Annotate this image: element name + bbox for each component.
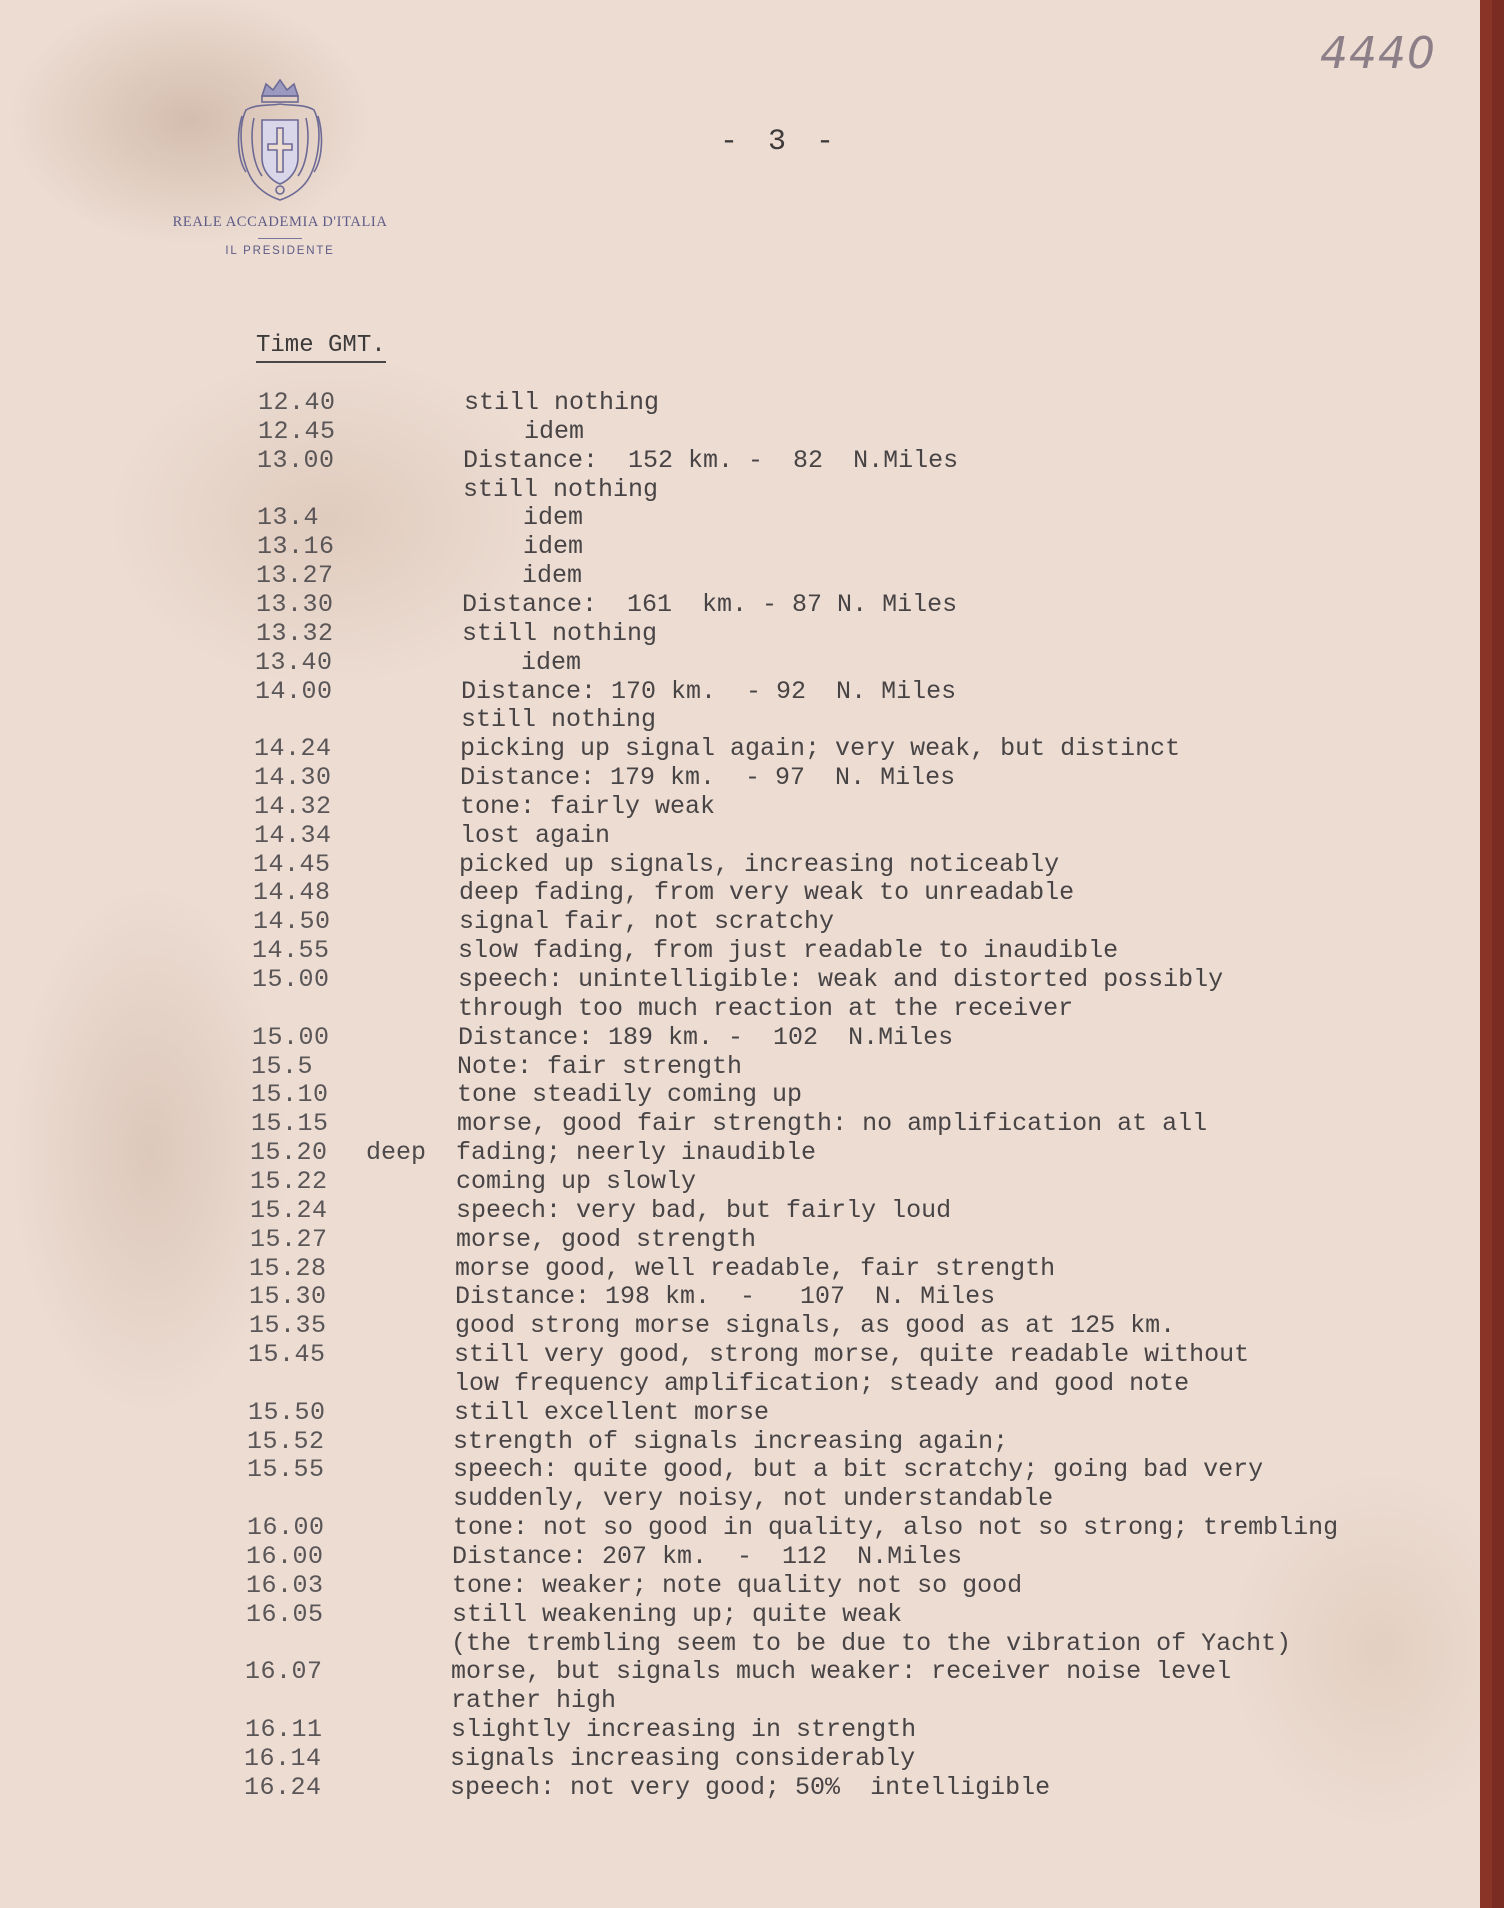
- entry-text: idem: [463, 532, 584, 561]
- entry-text: morse good, well readable, fair strength: [455, 1254, 1056, 1283]
- entry-time: 15.00: [252, 965, 330, 994]
- entry-text: tone steadily coming up: [457, 1080, 803, 1109]
- log-entry: [0, 503, 1480, 532]
- log-entry: [0, 1657, 1480, 1686]
- paper-edge: [1480, 0, 1492, 1908]
- log-entry: [0, 417, 1480, 446]
- entry-text: picked up signals, increasing noticeably: [459, 850, 1060, 879]
- column-header: Time GMT.: [256, 332, 386, 363]
- entry-text: still nothing: [461, 705, 657, 734]
- entry-text: idem: [464, 417, 585, 446]
- entry-text: Distance: 189 km. - 102 N.Miles: [458, 1023, 954, 1052]
- entry-time: 16.24: [244, 1773, 322, 1802]
- entry-text: strength of signals increasing again;: [453, 1427, 1009, 1456]
- entry-time: 13.27: [256, 561, 334, 590]
- log-entry: [0, 994, 1480, 1023]
- log-entry: [0, 1340, 1480, 1369]
- entry-time: 12.45: [258, 417, 336, 446]
- entry-text: slow fading, from just readable to inaudible: [458, 936, 1119, 965]
- entry-text: low frequency amplification; steady and good note: [454, 1369, 1190, 1398]
- entry-time: 15.28: [249, 1254, 327, 1283]
- entry-time: 15.5: [251, 1052, 314, 1081]
- log-entry: [0, 1167, 1480, 1196]
- log-entry: [0, 619, 1480, 648]
- entry-text: speech: unintelligible: weak and distorted possibly: [458, 965, 1224, 994]
- entry-text: still excellent morse: [454, 1398, 770, 1427]
- log-entry: [0, 590, 1480, 619]
- entry-time: 14.24: [254, 734, 332, 763]
- entry-time: 16.00: [246, 1542, 324, 1571]
- log-entry: [0, 1080, 1480, 1109]
- entry-text: still nothing: [464, 388, 660, 417]
- entry-time: 14.32: [254, 792, 332, 821]
- entry-text: Distance: 179 km. - 97 N. Miles: [460, 763, 956, 792]
- log-entry: [0, 1254, 1480, 1283]
- entry-time: 14.34: [254, 821, 332, 850]
- log-entry: [0, 936, 1480, 965]
- log-entry: [0, 1225, 1480, 1254]
- entry-time: 14.00: [255, 677, 333, 706]
- entry-time: 13.30: [256, 590, 334, 619]
- letterhead-divider: [258, 238, 302, 239]
- entry-text: idem: [462, 561, 583, 590]
- entry-time: 16.00: [247, 1513, 325, 1542]
- entry-text: still weakening up; quite weak: [452, 1600, 903, 1629]
- entry-time: 15.30: [249, 1282, 327, 1311]
- entry-time: 15.15: [251, 1109, 329, 1138]
- entry-text: still nothing: [462, 619, 658, 648]
- letterhead: [150, 76, 410, 257]
- entry-time: 15.00: [252, 1023, 330, 1052]
- entry-text: good strong morse signals, as good as at 125 km.: [455, 1311, 1176, 1340]
- page-number: - 3 -: [720, 125, 841, 159]
- log-entry: [0, 1427, 1480, 1456]
- log-entry: [0, 734, 1480, 763]
- entry-text: speech: very bad, but fairly loud: [456, 1196, 952, 1225]
- entry-time: 15.27: [250, 1225, 328, 1254]
- entry-text: tone: fairly weak: [460, 792, 716, 821]
- entry-text: fading; neerly inaudible: [456, 1138, 817, 1167]
- entry-time: 14.30: [254, 763, 332, 792]
- entry-text: picking up signal again; very weak, but distinct: [460, 734, 1181, 763]
- log-entry: [0, 1311, 1480, 1340]
- log-entry: [0, 1513, 1480, 1542]
- entry-time: 15.50: [248, 1398, 326, 1427]
- log-entry: [0, 965, 1480, 994]
- entry-prefix: deep: [366, 1138, 427, 1167]
- log-entry: [0, 388, 1480, 417]
- entry-text: signal fair, not scratchy: [459, 907, 835, 936]
- entry-time: 13.4: [257, 503, 320, 532]
- entry-time: 15.10: [251, 1080, 329, 1109]
- entry-time: 13.16: [257, 532, 335, 561]
- entry-text: morse, good fair strength: no amplification at all: [457, 1109, 1208, 1138]
- log-entry: [0, 1600, 1480, 1629]
- royal-crest-icon: [232, 76, 328, 206]
- entry-time: 14.50: [253, 907, 331, 936]
- entry-text: Distance: 170 km. - 92 N. Miles: [461, 677, 957, 706]
- entry-time: 15.52: [247, 1427, 325, 1456]
- entry-text: speech: not very good; 50% intelligible: [450, 1773, 1051, 1802]
- entry-text: morse, but signals much weaker: receiver noise level: [451, 1657, 1232, 1686]
- entry-time: 13.40: [255, 648, 333, 677]
- entry-text: still very good, strong morse, quite readable without: [454, 1340, 1250, 1369]
- entry-time: 16.03: [246, 1571, 324, 1600]
- institution-title: IL PRESIDENTE: [225, 245, 335, 257]
- log-entry: [0, 1052, 1480, 1081]
- log-entry: [0, 705, 1480, 734]
- log-entry: [0, 1369, 1480, 1398]
- log-entry: [0, 792, 1480, 821]
- entry-text: idem: [463, 503, 584, 532]
- entry-time: 14.48: [253, 878, 331, 907]
- log-entry: [0, 677, 1480, 706]
- entry-text: through too much reaction at the receiver: [458, 994, 1074, 1023]
- log-entry: [0, 1629, 1480, 1658]
- log-entry: [0, 907, 1480, 936]
- log-entry: [0, 1715, 1480, 1744]
- log-entry: [0, 1773, 1480, 1802]
- entry-text: lost again: [460, 821, 611, 850]
- log-entry: [0, 763, 1480, 792]
- entry-text: Distance: 207 km. - 112 N.Miles: [452, 1542, 963, 1571]
- entry-time: 16.07: [245, 1657, 323, 1686]
- log-entry: [0, 850, 1480, 879]
- entry-text: (the trembling seem to be due to the vibration of Yacht): [451, 1629, 1292, 1658]
- entry-text: signals increasing considerably: [450, 1744, 916, 1773]
- log-entry: [0, 1196, 1480, 1225]
- log-entry: [0, 1109, 1480, 1138]
- entry-text: deep fading, from very weak to unreadable: [459, 878, 1075, 907]
- log-entry: [0, 1744, 1480, 1773]
- entry-text: Distance: 161 km. - 87 N. Miles: [462, 590, 958, 619]
- entry-time: 15.35: [249, 1311, 327, 1340]
- entry-time: 13.00: [257, 446, 335, 475]
- manuscript-number: 4440: [1320, 28, 1436, 79]
- entry-time: 14.45: [253, 850, 331, 879]
- entry-text: coming up slowly: [456, 1167, 697, 1196]
- entry-time: 15.20: [250, 1138, 328, 1167]
- entry-text: idem: [461, 648, 582, 677]
- entry-text: slightly increasing in strength: [451, 1715, 917, 1744]
- entry-text: Distance: 152 km. - 82 N.Miles: [463, 446, 959, 475]
- log-entry: [0, 648, 1480, 677]
- entry-time: 16.11: [245, 1715, 323, 1744]
- log-entry: [0, 878, 1480, 907]
- entry-time: 15.55: [247, 1455, 325, 1484]
- log-entry: [0, 1571, 1480, 1600]
- log-entry: [0, 1455, 1480, 1484]
- entry-text: tone: not so good in quality, also not so strong; trembling: [453, 1513, 1339, 1542]
- entry-text: speech: quite good, but a bit scratchy; going bad very: [453, 1455, 1264, 1484]
- entry-time: 15.24: [250, 1196, 328, 1225]
- log-entry: [0, 532, 1480, 561]
- entry-time: 15.22: [250, 1167, 328, 1196]
- entry-time: 12.40: [258, 388, 336, 417]
- entry-time: 14.55: [252, 936, 330, 965]
- entry-time: 15.45: [248, 1340, 326, 1369]
- entry-text: morse, good strength: [456, 1225, 757, 1254]
- log-entry: [0, 1542, 1480, 1571]
- log-entry: [0, 561, 1480, 590]
- log-entry: [0, 1398, 1480, 1427]
- entry-text: still nothing: [463, 475, 659, 504]
- entry-text: rather high: [451, 1686, 617, 1715]
- entry-text: Note: fair strength: [457, 1052, 743, 1081]
- entry-text: tone: weaker; note quality not so good: [452, 1571, 1023, 1600]
- entry-time: 13.32: [256, 619, 334, 648]
- log-entry: [0, 446, 1480, 475]
- log-entry: [0, 1686, 1480, 1715]
- entry-text: Distance: 198 km. - 107 N. Miles: [455, 1282, 996, 1311]
- institution-name: REALE ACCADEMIA D'ITALIA: [172, 214, 388, 230]
- entry-text: suddenly, very noisy, not understandable: [453, 1484, 1054, 1513]
- entry-time: 16.05: [246, 1600, 324, 1629]
- entry-time: 16.14: [244, 1744, 322, 1773]
- log-entry: [0, 1138, 1480, 1167]
- log-entry: [0, 1023, 1480, 1052]
- log-entry: [0, 821, 1480, 850]
- log-entry: [0, 1282, 1480, 1311]
- log-entry: [0, 475, 1480, 504]
- log-entry: [0, 1484, 1480, 1513]
